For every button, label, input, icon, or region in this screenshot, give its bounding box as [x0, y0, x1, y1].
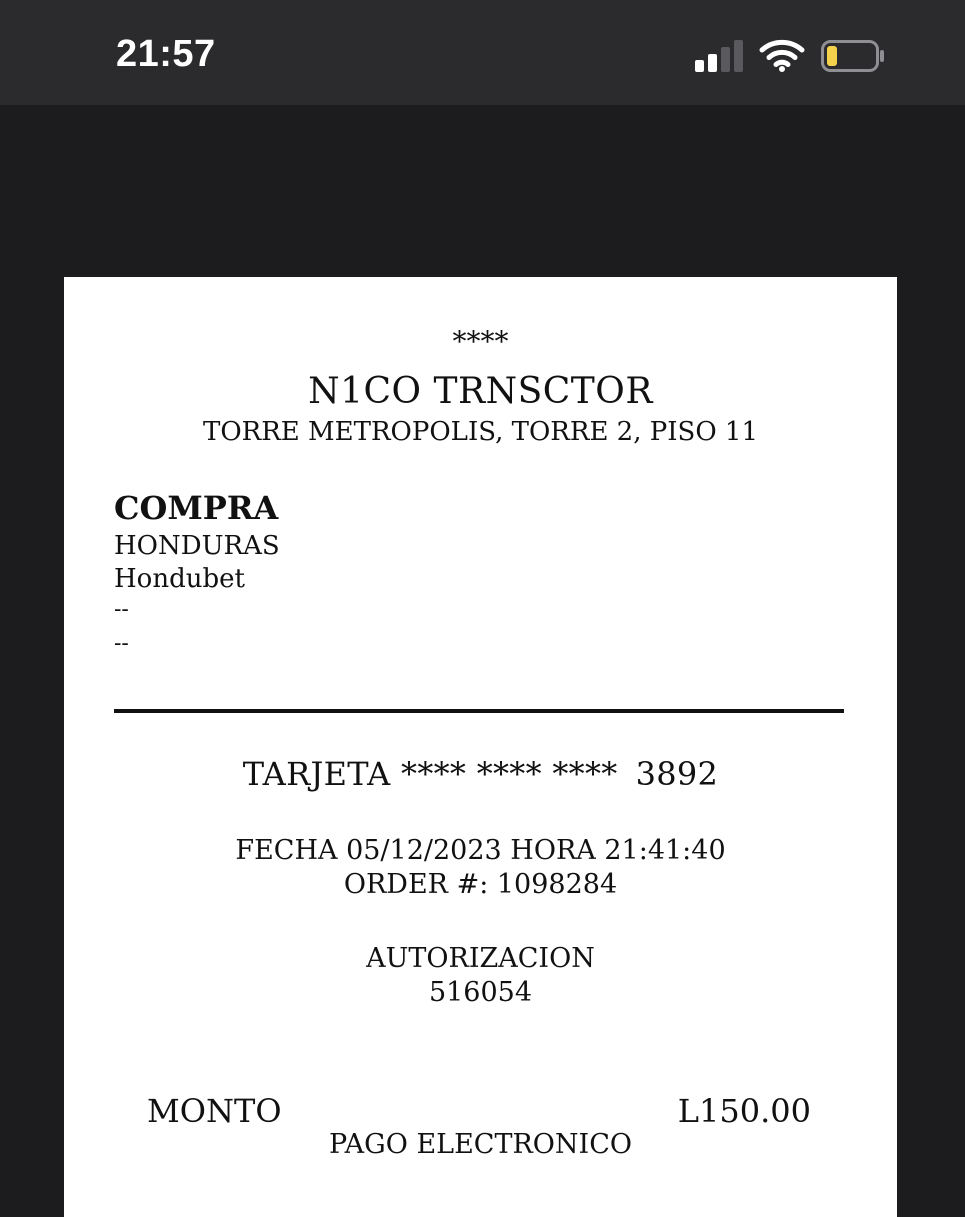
status-bar [0, 0, 965, 105]
transaction-datetime: FECHA 05/12/2023 HORA 21:41:40 [235, 835, 726, 866]
merchant-name: N1CO TRNSCTOR [308, 371, 653, 412]
detail-line: Hondubet [114, 564, 245, 594]
battery-low-icon [821, 40, 885, 72]
amount-label: MONTO [147, 1092, 282, 1130]
merchant-address: TORRE METROPOLIS, TORRE 2, PISO 11 [202, 417, 758, 447]
transaction-type: COMPRA [114, 489, 279, 527]
payment-method: PAGO ELECTRONICO [328, 1129, 633, 1160]
divider [114, 709, 844, 713]
receipt-stars: **** [452, 325, 509, 358]
detail-line: -- [114, 631, 129, 656]
signal-bar [695, 60, 704, 72]
order-number: ORDER #: 1098284 [343, 869, 618, 900]
signal-bar [734, 40, 743, 72]
amount-value: L150.00 [677, 1092, 811, 1130]
detail-line: HONDURAS [114, 531, 280, 561]
card-label: TARJETA **** **** **** [242, 755, 618, 793]
status-clock: 21:57 [116, 33, 216, 75]
detail-line: -- [114, 597, 129, 622]
signal-bar [721, 47, 730, 72]
authorization-code: 516054 [428, 977, 533, 1008]
card-number [64, 755, 897, 793]
card-last4: 3892 [635, 755, 719, 793]
authorization-label: AUTORIZACION [366, 943, 595, 974]
signal-bar [708, 54, 717, 72]
wifi-icon [758, 38, 806, 72]
receipt-paper [64, 277, 897, 1217]
cellular-signal-icon [695, 40, 745, 72]
